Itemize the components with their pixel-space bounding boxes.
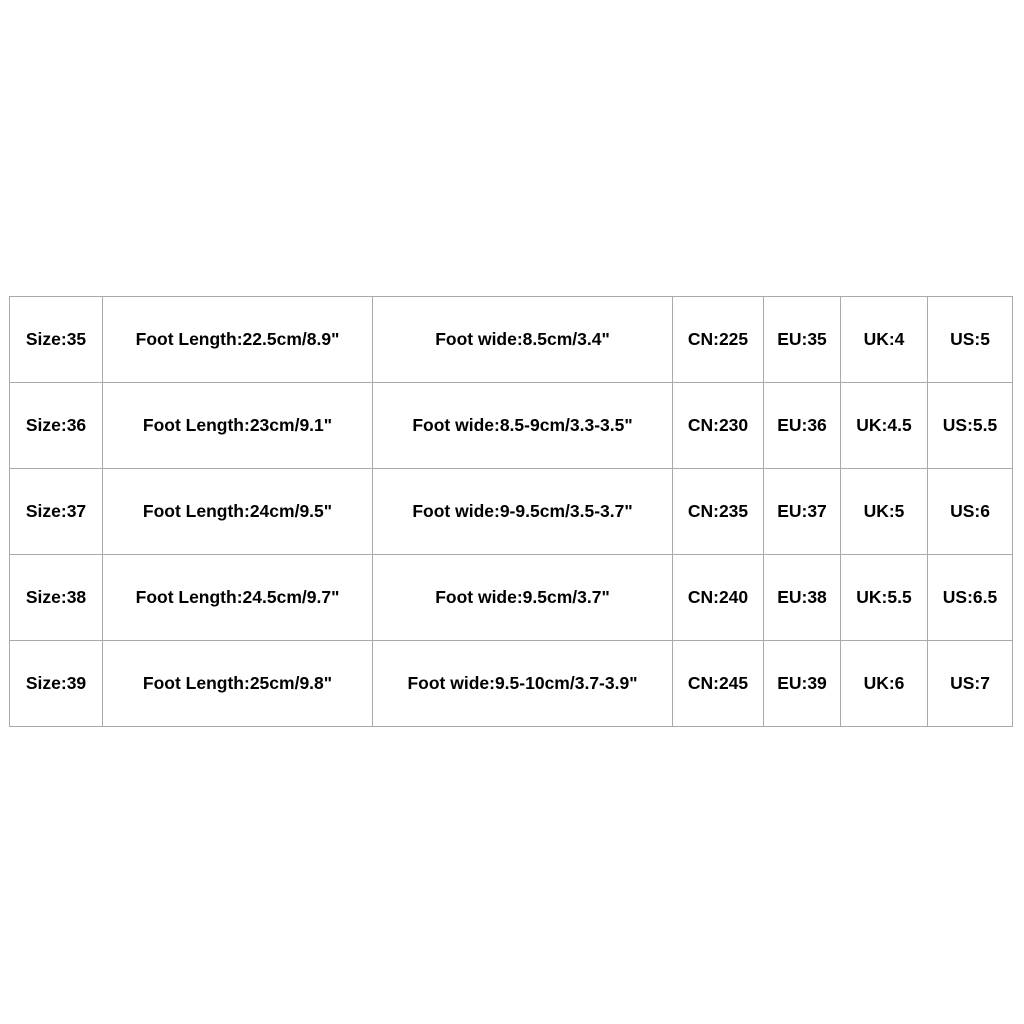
table-row [10, 297, 1013, 383]
uk-size-cell: UK:4 [841, 297, 928, 383]
us-size-cell: US:5 [928, 297, 1013, 383]
foot-length-cell: Foot Length:24cm/9.5" [103, 469, 373, 555]
us-size-cell: US:6 [928, 469, 1013, 555]
table-row [10, 641, 1013, 727]
cn-size-cell: CN:225 [673, 297, 764, 383]
cn-size-cell: CN:230 [673, 383, 764, 469]
table-row [10, 469, 1013, 555]
uk-size-cell: UK:4.5 [841, 383, 928, 469]
cn-size-cell: CN:245 [673, 641, 764, 727]
size-cell: Size:37 [10, 469, 103, 555]
eu-size-cell: EU:38 [764, 555, 841, 641]
uk-size-cell: UK:5.5 [841, 555, 928, 641]
foot-wide-cell: Foot wide:9.5cm/3.7" [373, 555, 673, 641]
eu-size-cell: EU:35 [764, 297, 841, 383]
us-size-cell: US:6.5 [928, 555, 1013, 641]
us-size-cell: US:7 [928, 641, 1013, 727]
foot-length-cell: Foot Length:23cm/9.1" [103, 383, 373, 469]
eu-size-cell: EU:39 [764, 641, 841, 727]
foot-length-cell: Foot Length:24.5cm/9.7" [103, 555, 373, 641]
size-cell: Size:39 [10, 641, 103, 727]
eu-size-cell: EU:37 [764, 469, 841, 555]
eu-size-cell: EU:36 [764, 383, 841, 469]
foot-wide-cell: Foot wide:8.5cm/3.4" [373, 297, 673, 383]
us-size-cell: US:5.5 [928, 383, 1013, 469]
table-row [10, 555, 1013, 641]
foot-length-cell: Foot Length:22.5cm/8.9" [103, 297, 373, 383]
foot-length-cell: Foot Length:25cm/9.8" [103, 641, 373, 727]
uk-size-cell: UK:5 [841, 469, 928, 555]
size-cell: Size:35 [10, 297, 103, 383]
table-row [10, 383, 1013, 469]
foot-wide-cell: Foot wide:8.5-9cm/3.3-3.5" [373, 383, 673, 469]
size-cell: Size:38 [10, 555, 103, 641]
uk-size-cell: UK:6 [841, 641, 928, 727]
foot-wide-cell: Foot wide:9.5-10cm/3.7-3.9" [373, 641, 673, 727]
size-chart-table [9, 296, 1013, 727]
foot-wide-cell: Foot wide:9-9.5cm/3.5-3.7" [373, 469, 673, 555]
cn-size-cell: CN:235 [673, 469, 764, 555]
cn-size-cell: CN:240 [673, 555, 764, 641]
size-cell: Size:36 [10, 383, 103, 469]
